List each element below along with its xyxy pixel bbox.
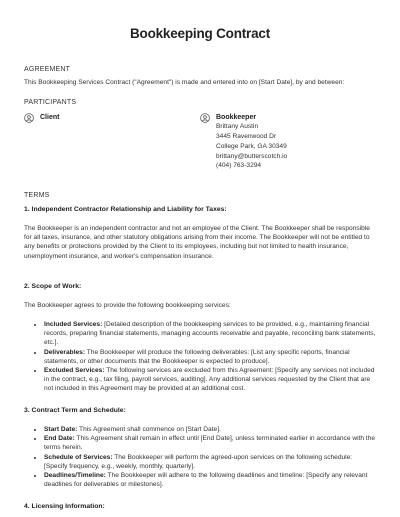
scope-list [36, 320, 376, 394]
section-4-heading: 4. Licensing Information: [24, 503, 105, 510]
list-item [44, 453, 376, 471]
list-item [44, 471, 376, 489]
bookkeeper-phone: (404) 763-3294 [216, 162, 262, 170]
list-item-term: Schedule of Services: [44, 453, 113, 461]
list-item [44, 366, 376, 394]
bookkeeper-contact-name: Brittany Austin [216, 123, 259, 131]
person-icon [24, 113, 34, 123]
agreement-text: This Bookkeeping Services Contract ("Agreement") is made and entered into on [Start Date], by and between: [24, 79, 345, 86]
list-item-text: The Bookkeeper will perform the agreed-upon services on the following schedule: [Specify frequency, e.g., weekly, monthly, quarterly]. [44, 453, 353, 470]
list-item-text: The following services are excluded from this Agreement: [Specify any services not included in the contract, e.g., tax filing, payroll services, auditing]. Any additional services requested by the Client that are not included in this Agreement may be provided at an additional cost. [44, 367, 375, 393]
section-1-heading: 1. Independent Contractor Relationship and Liability for Taxes: [24, 206, 227, 213]
list-item [44, 320, 376, 348]
list-item-text: The Bookkeeper will produce the following deliverables: [List any specific reports, financial statements, or other documents that the Bookkeeper is expected to produce]. [44, 348, 350, 365]
list-item [44, 425, 376, 434]
list-item-term: End Date: [44, 435, 75, 443]
person-icon [200, 113, 210, 123]
section-2-intro: The Bookkeeper agrees to provide the following bookkeeping services: [24, 302, 231, 309]
client-block [24, 113, 59, 123]
bookkeeper-city: College Park, GA 30349 [216, 142, 287, 150]
bookkeeper-street: 3445 Ravenwood Dr [216, 133, 277, 140]
list-item-term: Excluded Services: [44, 367, 105, 375]
agreement-label: AGREEMENT [24, 66, 71, 73]
term-schedule-list [36, 425, 376, 489]
section-1-text: The Bookkeeper is an independent contractor and not an employee of the Client. The Bookkeeper shall be responsible for all taxes, insurance, and other statutory obligations arising from their income. The Bookkeeper will not be entitled to any benefits or protections provided by the Client to its employees, including but not limited to health insurance, unemployment insurance, and worker's compensation insurance. [24, 225, 370, 260]
list-item-text: The Bookkeeper will adhere to the following deadlines and timeline: [Specify any relevant deadlines for deliverables or milestones]. [44, 472, 368, 489]
bookkeeper-name: Bookkeeper [216, 114, 257, 121]
client-name: Client [40, 114, 60, 121]
list-item-term: Deliverables: [44, 348, 86, 356]
section-3-heading: 3. Contract Term and Schedule: [24, 407, 126, 414]
list-item [44, 434, 376, 452]
list-item-term: Included Services: [44, 321, 103, 328]
participants-label: PARTICIPANTS [24, 99, 77, 106]
list-item-term: Deadlines/Timeline: [44, 472, 106, 480]
terms-label: TERMS [24, 192, 50, 199]
list-item-text: [Detailed description of the bookkeeping services to be provided, e.g., maintaining financial records, preparing financial statements, managing accounts receivable and payable, reconciling bank statements, etc.]. [44, 321, 376, 347]
document-title: Bookkeeping Contract [129, 26, 271, 41]
list-item-text: This Agreement shall remain in effect until [End Date], unless terminated earlier in accordance with the terms herein. [44, 435, 376, 452]
list-item [44, 348, 376, 366]
bookkeeper-block [200, 113, 287, 171]
bookkeeper-email: brittany@butterscotch.io [216, 152, 288, 160]
list-item-text: This Agreement shall commence on [Start Date]. [77, 426, 221, 433]
section-2-heading: 2. Scope of Work: [24, 283, 82, 290]
list-item-term: Start Date: [44, 426, 78, 433]
